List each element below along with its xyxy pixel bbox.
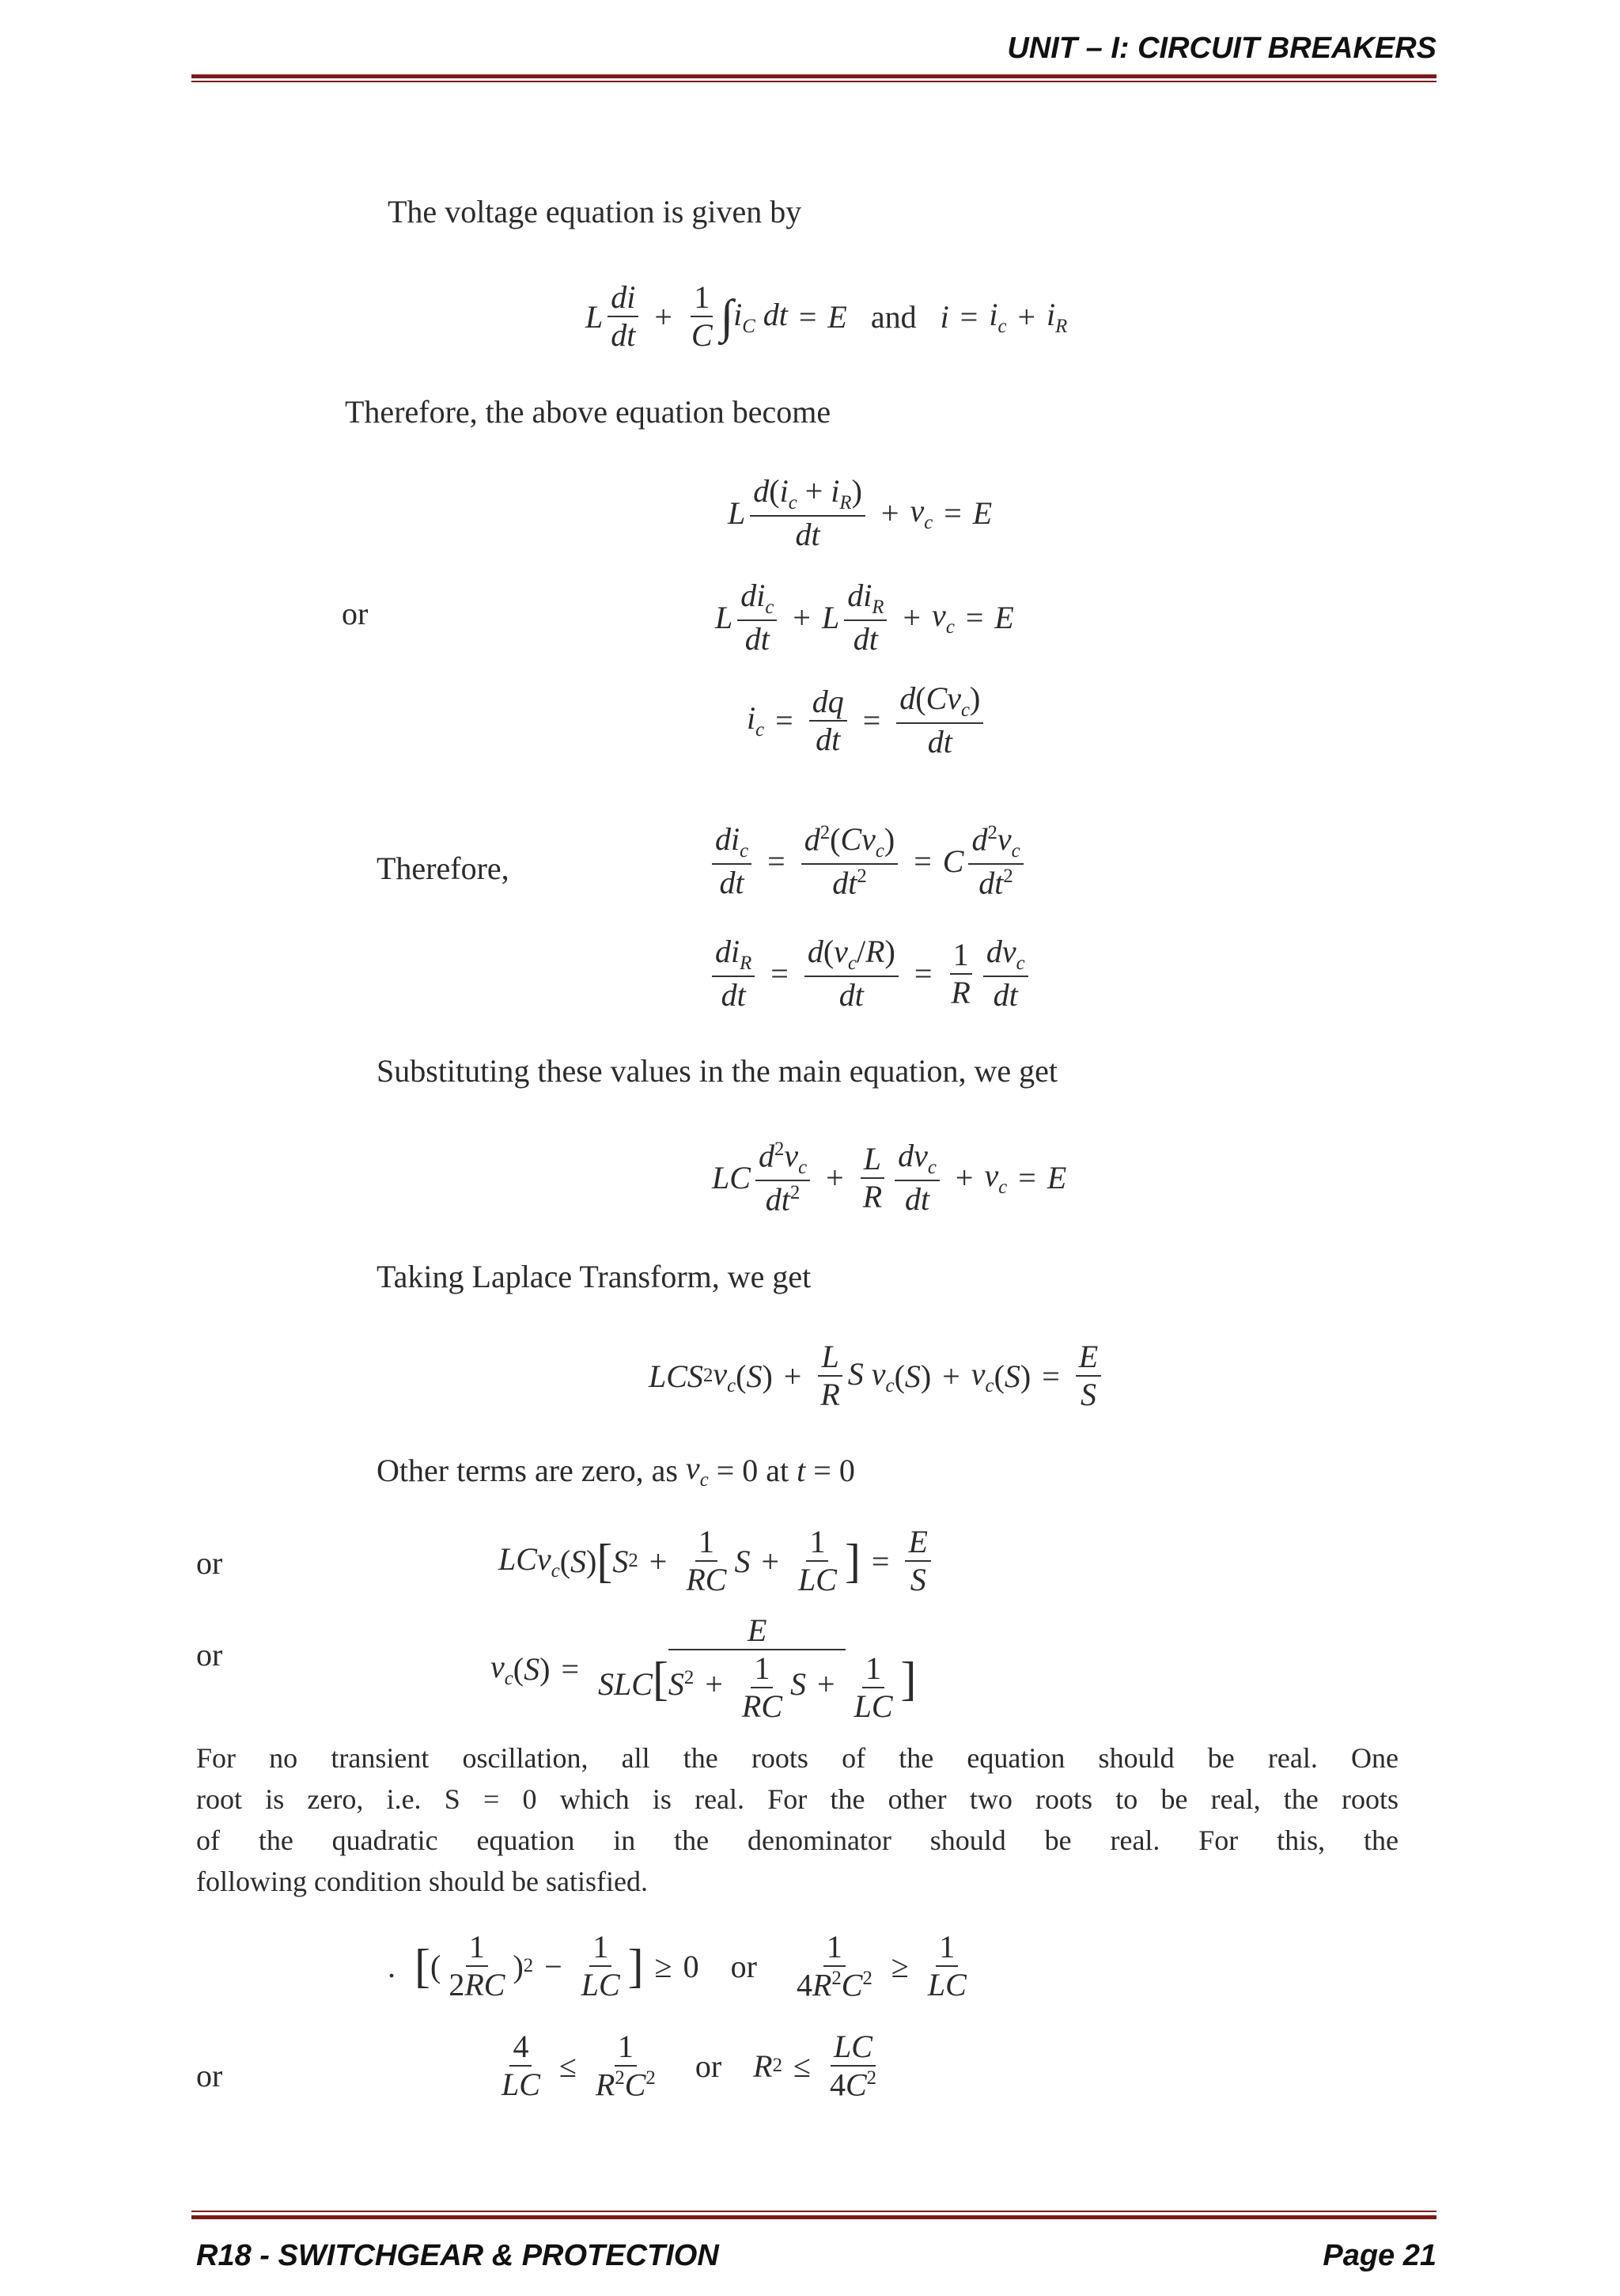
equation-7: LC $\frac{d^2v_c}{dt^2}$ + $\frac{L}{R}$ $\frac{dv_c}{dt}$ + $v_c$ = E (712, 1138, 1067, 1218)
equation-6: $\frac{di_R}{dt}$ = $\frac{d(v_c/R)}{dt}$ = $\frac{1}{R}$ $\frac{dv_c}{dt}$ (707, 935, 1033, 1012)
text-therefore-equation-become: Therefore, the above equation become (345, 394, 831, 430)
and-word: and (870, 298, 917, 335)
paragraph-line-1: For no transient oscillation, all the roots of the equation should be real. One (196, 1742, 1399, 1774)
equation-voltage: L $\frac{di}{dt}$ + $\frac{1}{C}$ ∫ $i_C$ dt = E and i = $i_c$ + $i_R$ (585, 279, 1068, 353)
footer-page-number: Page 21 (1323, 2239, 1436, 2272)
equation-4: $i_c$ = $\frac{dq}{dt}$ = $\frac{d(Cv_c)}{dt}$ (747, 682, 988, 759)
equation-3: L $\frac{di_c}{dt}$ + L $\frac{di_R}{dt}$ + $v_c$ = E (715, 578, 1014, 657)
equation-10: $v_c$ ( S ) = E $SLC[S^2$ + $\frac{1}{RC}$ S + $\frac{1}{LC}$ ] (490, 1612, 917, 1724)
equation-8: LCS 2 $v_c$ ( S ) + $\frac{L}{R}$ S $v_c$ ( S ) + $v_c$ ( S ) = $\frac{E}{S}$ (649, 1340, 1106, 1411)
equation-12: $\frac{4}{LC}$ ≤ $\frac{1}{R^2C^2}$ or R 2 ≤ $\frac{LC}{4C^2}$ (502, 2029, 877, 2103)
text-substituting: Substituting these values in the main equation, we get (377, 1053, 1058, 1089)
paragraph-line-3: of the quadratic equation in the denominator should be real. For this, the (196, 1824, 1399, 1856)
header-rule-thin (191, 81, 1436, 82)
or-inline-2: or (695, 2048, 722, 2084)
page-header-title: UNIT – I: CIRCUIT BREAKERS (1007, 32, 1436, 65)
equation-5: $\frac{di_c}{dt}$ = $\frac{d^2(Cv_c)}{dt^2}$ = C $\frac{d^2v_c}{dt^2}$ (707, 823, 1028, 900)
or-label-4: or (196, 2058, 223, 2093)
paragraph-line-4: following condition should be satisfied. (196, 1866, 648, 1897)
text-therefore: Therefore, (377, 851, 509, 886)
equation-2: L $\frac{d(i_c + i_R)}{dt}$ + $v_c$ = E (728, 473, 993, 553)
or-inline-1: or (730, 1948, 757, 1984)
text-taking-laplace: Taking Laplace Transform, we get (377, 1259, 812, 1294)
footer-rule-thin (191, 2211, 1436, 2212)
or-label-2: or (196, 1545, 223, 1581)
other-terms-text: Other terms are zero, as (377, 1453, 678, 1488)
equation-9: LCv$_c$ ( S ) [ S 2 + $\frac{1}{RC}$ S + $\frac{1}{LC}$ ] = $\frac{E}{S}$ (498, 1525, 936, 1597)
paragraph-line-2: root is zero, i.e. S = 0 which is real. For the other two roots to be real, the roots (196, 1783, 1399, 1815)
equation-11: . [ ( $\frac{1}{2RC}$ ) 2 − $\frac{1}{LC}$ ] ≥ 0 or $\frac{1}{4R^2C^2}$ ≥ $\frac{1}{LC}$ (388, 1929, 967, 2003)
or-label-3: or (196, 1637, 223, 1673)
text-other-terms-zero: Other terms are zero, as $v_c$ = 0 at t = 0 (377, 1450, 855, 1491)
paragraph-no-transient (196, 1737, 1399, 1902)
footer-course-title: R18 - SWITCHGEAR & PROTECTION (196, 2239, 719, 2272)
text-voltage-equation: The voltage equation is given by (388, 194, 802, 229)
footer-rule (191, 2215, 1436, 2219)
or-label-1: or (342, 596, 369, 631)
header-rule (191, 74, 1436, 78)
